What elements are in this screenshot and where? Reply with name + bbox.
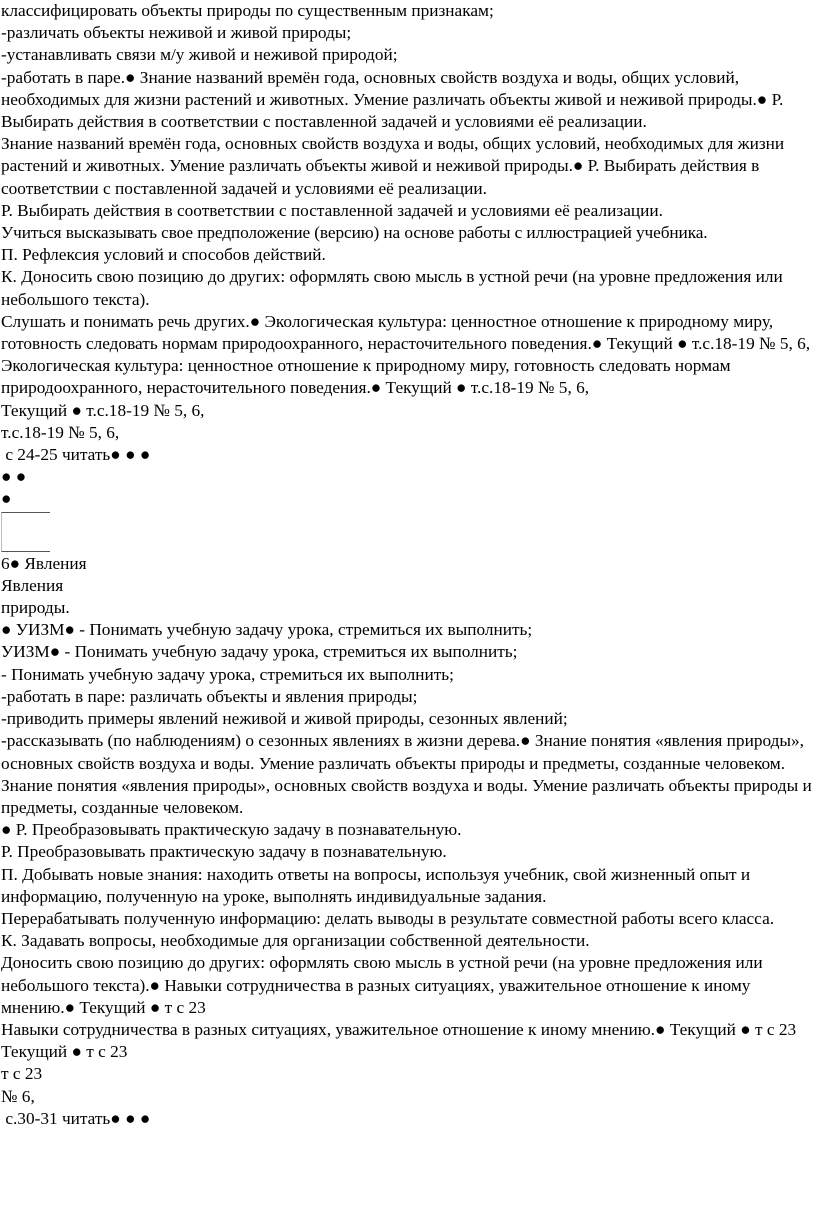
text-paragraph: Перерабатывать полученную информацию: делать выводы в результате совместной работы всего класса. bbox=[1, 908, 775, 928]
text-line: № 6, bbox=[1, 1086, 35, 1106]
text-line: с.30-31 читать● ● ● bbox=[1, 1108, 151, 1128]
text-line: т.с.18-19 № 5, 6, bbox=[1, 422, 120, 442]
text-line: классифицировать объекты природы по существенным признакам; bbox=[1, 1, 494, 20]
text-paragraph: Доносить свою позицию до других: оформлять свою мысль в устной речи (на уровне предложения или небольшого текста).● Навыки сотрудничества в разных ситуациях, уважительное отношение к иному мнению.● Текущий ● т с 23 bbox=[1, 953, 763, 1017]
text-line: т с 23 bbox=[1, 1064, 43, 1084]
text-line: - Понимать учебную задачу урока, стремиться их выполнить; bbox=[1, 664, 454, 684]
text-line: с 24-25 читать● ● ● bbox=[1, 445, 151, 465]
text-line: природы. bbox=[1, 598, 70, 618]
text-paragraph: К. Доносить свою позицию до других: оформлять свою мысль в устной речи (на уровне предложения или небольшого текста). bbox=[1, 267, 783, 309]
text-paragraph: -рассказывать (по наблюдениям) о сезонных явлениях в жизни дерева.● Знание понятия «явления природы», основных свойств воздуха и воды. Умение различать объекты природы и предметы, созданные человеком. bbox=[1, 731, 804, 773]
bullet-line: ● bbox=[1, 489, 12, 509]
text-line: ● Р. Преобразовывать практическую задачу в познавательную. bbox=[1, 820, 462, 840]
text-line: -различать объекты неживой и живой природы; bbox=[1, 23, 352, 43]
text-line: Текущий ● т.с.18-19 № 5, 6, bbox=[1, 400, 205, 420]
text-paragraph: П. Добывать новые знания: находить ответы на вопросы, используя учебник, свой жизненный опыт и информацию, полученную на уроке, выполнять индивидуальные задания. bbox=[1, 864, 751, 906]
text-line: Р. Преобразовывать практическую задачу в познавательную. bbox=[1, 842, 447, 862]
empty-table-cell bbox=[1, 512, 50, 552]
bullet-line: ● ● bbox=[1, 467, 27, 487]
text-paragraph: -работать в паре.● Знание названий времён года, основных свойств воздуха и воды, общих условий, необходимых для жизни растений и животных. Умение различать объекты живой и неживой природы.● Р. Выбирать действия в соответствии с поставленной задачей и условиями её реализации. bbox=[1, 67, 784, 132]
text-line: -приводить примеры явлений неживой и живой природы, сезонных явлений; bbox=[1, 709, 568, 729]
document-body bbox=[1, 0, 813, 1130]
text-line: П. Рефлексия условий и способов действий. bbox=[1, 245, 326, 265]
text-line: Явления bbox=[1, 575, 64, 595]
text-paragraph: Знание понятия «явления природы», основных свойств воздуха и воды. Умение различать объекты природы и предметы, созданные человеком. bbox=[1, 775, 812, 817]
text-line: -работать в паре: различать объекты и явления природы; bbox=[1, 686, 418, 706]
text-line: ● УИЗМ● - Понимать учебную задачу урока, стремиться их выполнить; bbox=[1, 620, 533, 640]
text-paragraph: Экологическая культура: ценностное отношение к природному миру, готовность следовать нормам природоохранного, нерасточительного поведения.● Текущий ● т.с.18-19 № 5, 6, bbox=[1, 356, 731, 398]
text-line: К. Задавать вопросы, необходимые для организации собственной деятельности. bbox=[1, 931, 590, 951]
text-line: УИЗМ● - Понимать учебную задачу урока, стремиться их выполнить; bbox=[1, 642, 518, 662]
text-line: Р. Выбирать действия в соответствии с поставленной задачей и условиями её реализации. bbox=[1, 200, 663, 220]
text-paragraph: Слушать и понимать речь других.● Экологическая культура: ценностное отношение к природному миру, готовность следовать нормам природоохранного, нерасточительного поведения.● Текущий ● т.с.18-19 № 5, 6, bbox=[1, 311, 811, 354]
text-line: 6● Явления bbox=[1, 553, 87, 573]
text-line: Учиться высказывать свое предположение (версию) на основе работы с иллюстрацией учебника. bbox=[1, 223, 708, 243]
text-paragraph: Знание названий времён года, основных свойств воздуха и воды, общих условий, необходимых для жизни растений и животных. Умение различать объекты живой и неживой природы.● Р. Выбирать действия в соответствии с поставленной задачей и условиями её реализации. bbox=[1, 134, 785, 198]
text-line: -устанавливать связи м/у живой и неживой природой; bbox=[1, 45, 398, 65]
text-paragraph: Навыки сотрудничества в разных ситуациях, уважительное отношение к иному мнению.● Текущий ● т с 23 bbox=[1, 1019, 797, 1039]
text-line: Текущий ● т с 23 bbox=[1, 1042, 128, 1062]
